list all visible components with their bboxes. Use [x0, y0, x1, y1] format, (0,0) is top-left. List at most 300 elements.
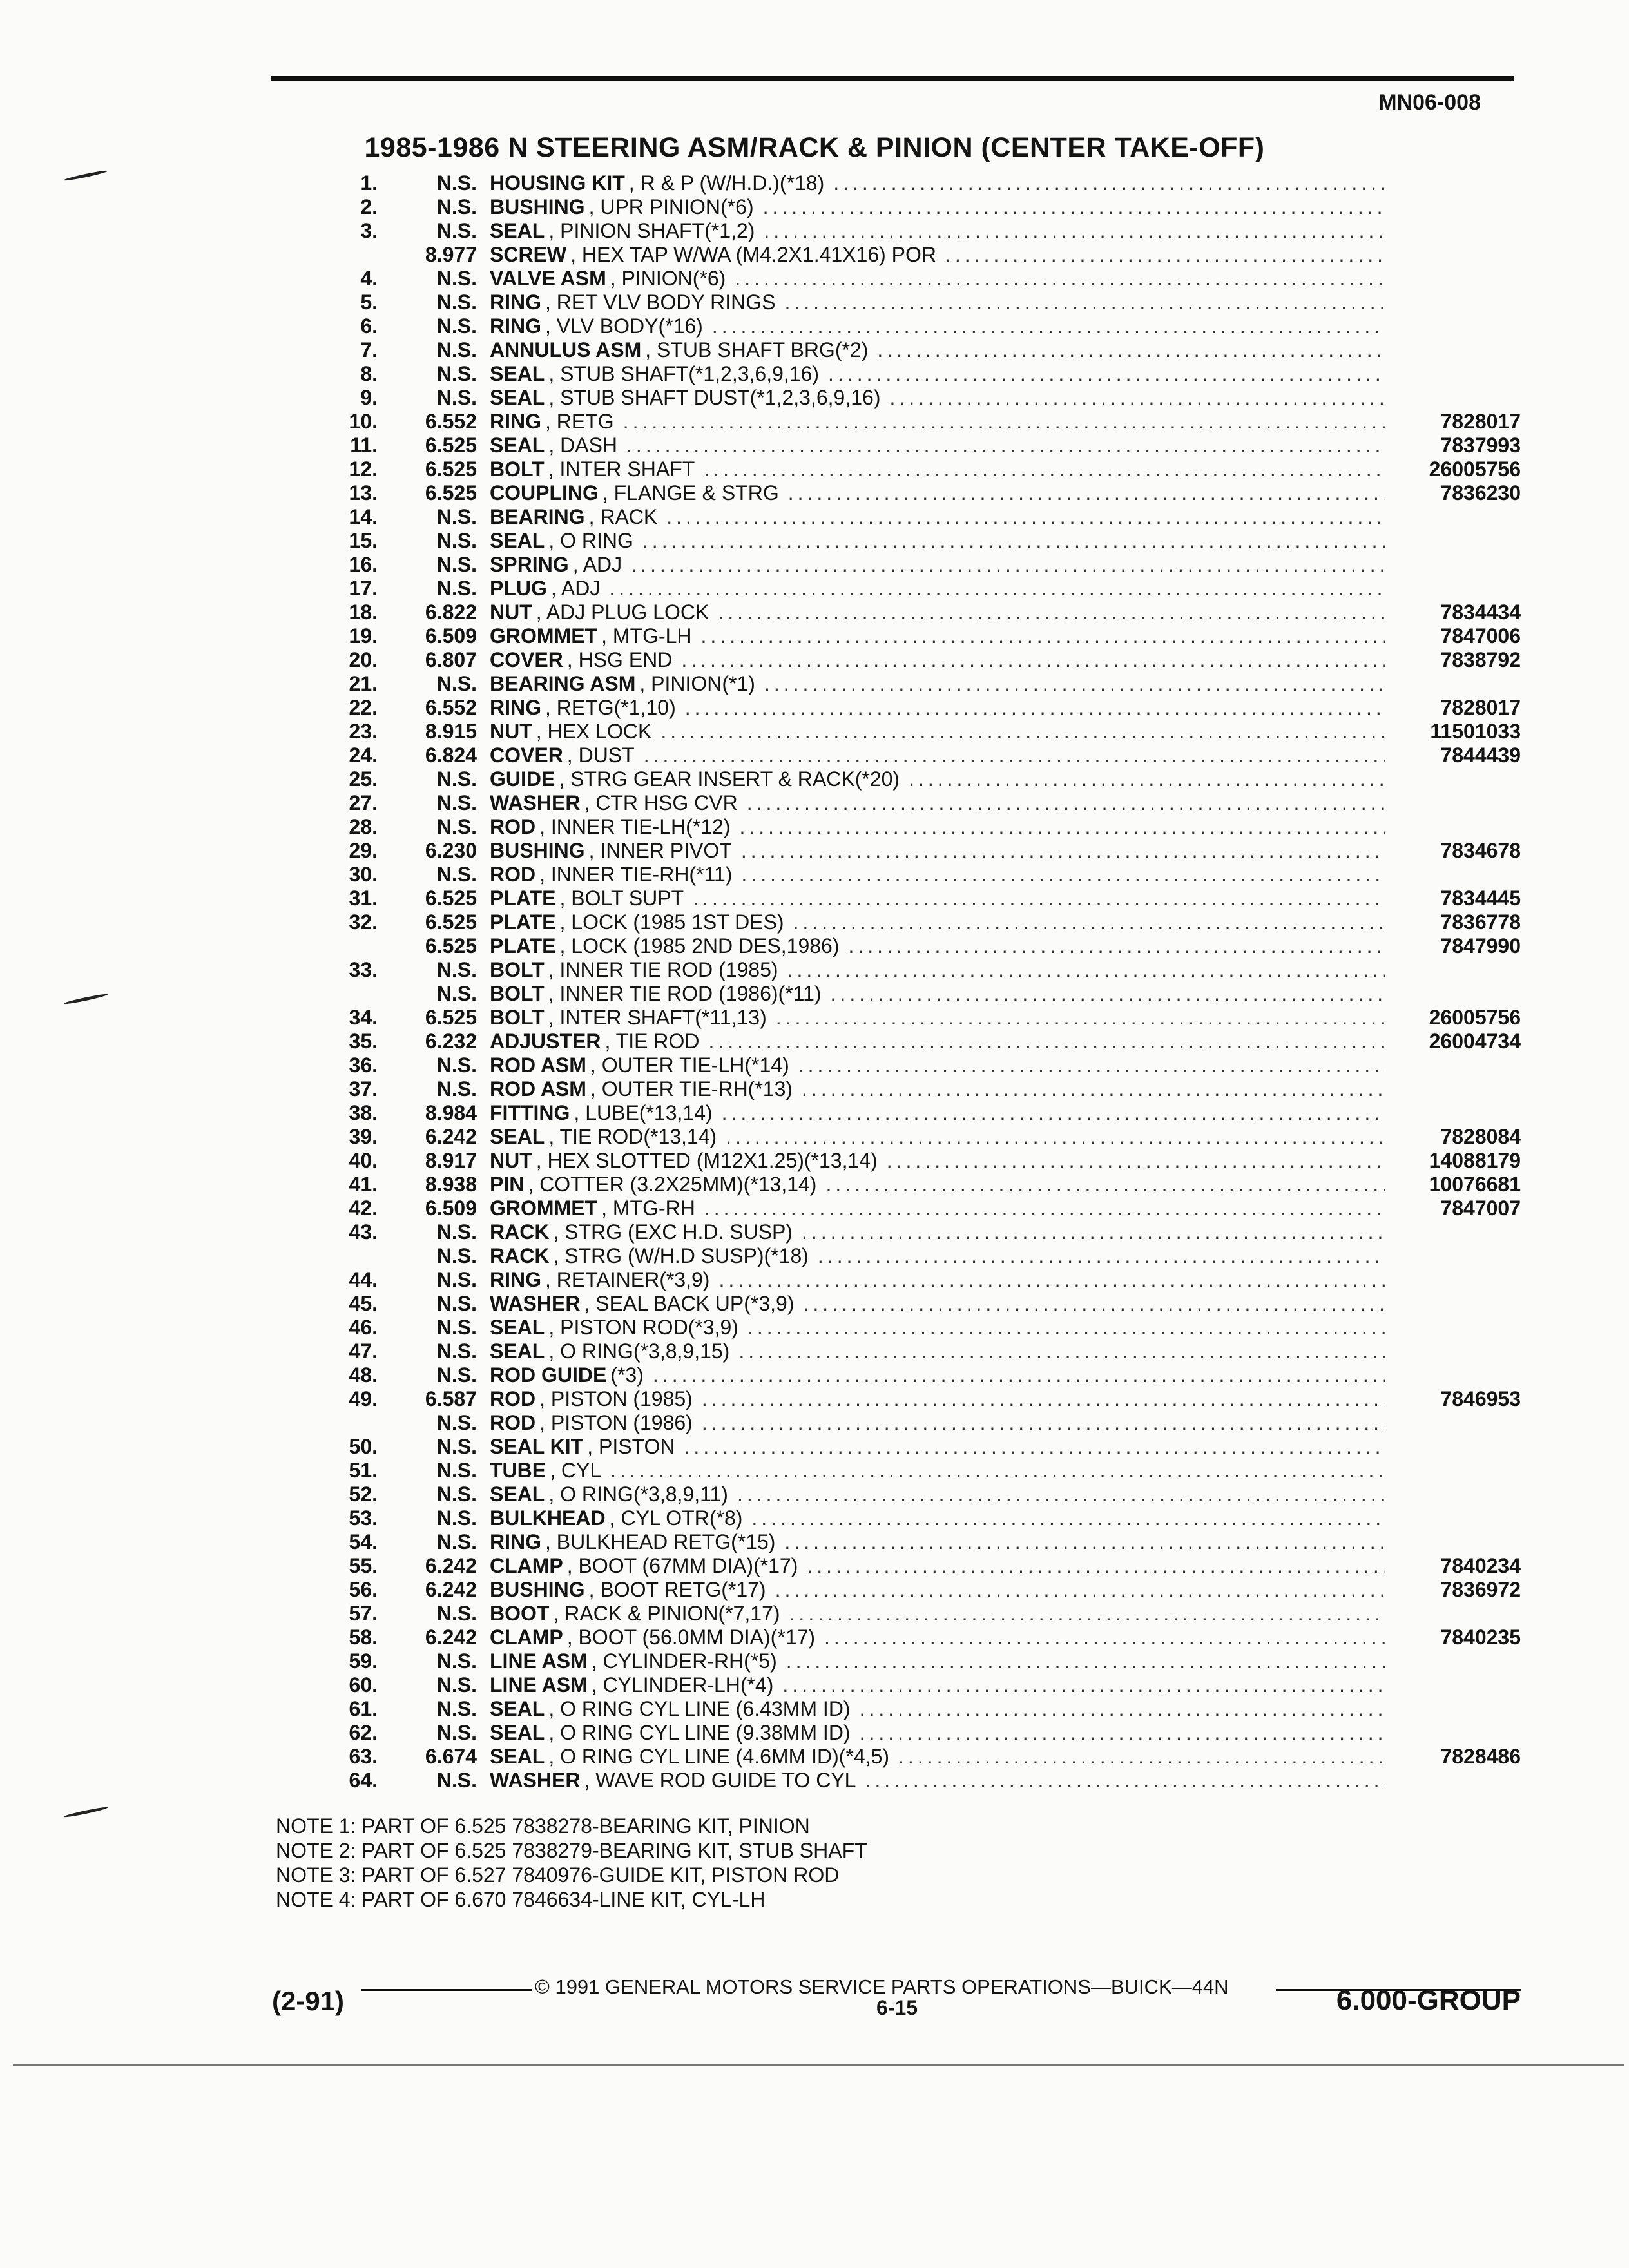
part-name: SCREW [490, 243, 567, 266]
part-detail: , LOCK (1985 2ND DES,1986) [559, 934, 840, 957]
part-name: GROMMET [490, 624, 598, 648]
part-number: 7834678 [1440, 839, 1521, 862]
leader-dots [610, 1459, 1385, 1483]
part-name: SEAL [490, 434, 545, 457]
group-number: 6.242 [425, 1626, 477, 1649]
group-number: N.S. [436, 291, 477, 314]
leader-dots [784, 1530, 1385, 1554]
parts-list [0, 171, 1629, 1792]
part-description [490, 1244, 1385, 1268]
part-name: SEAL [490, 529, 545, 552]
part-description [490, 410, 1385, 434]
group-number: N.S. [436, 1292, 477, 1315]
item-number: 5. [360, 291, 378, 314]
part-row [0, 982, 1629, 1006]
group-number: 6.230 [425, 839, 477, 862]
part-name: SEAL [490, 1125, 545, 1148]
part-detail: , PINION SHAFT(*1,2) [548, 219, 755, 242]
group-number: 8.915 [425, 720, 477, 743]
part-row [0, 1196, 1629, 1220]
group-number: N.S. [436, 195, 477, 218]
part-detail: , WAVE ROD GUIDE TO CYL [584, 1769, 856, 1792]
part-row [0, 1292, 1629, 1316]
part-description [490, 1292, 1385, 1316]
part-row [0, 1602, 1629, 1626]
group-number: N.S. [436, 791, 477, 814]
leader-dots [644, 744, 1385, 767]
part-detail: , STUB SHAFT(*1,2,3,6,9,16) [548, 362, 820, 385]
part-detail: , ADJ [550, 577, 601, 600]
part-number: 7846953 [1440, 1387, 1521, 1410]
part-detail: , TIE ROD(*13,14) [548, 1125, 717, 1148]
part-detail: , INTER SHAFT [548, 457, 695, 481]
part-description [490, 434, 1385, 457]
group-number: N.S. [436, 1268, 477, 1291]
part-name: BOLT [490, 1006, 545, 1029]
part-description [490, 958, 1385, 982]
part-detail: , INNER TIE ROD (1985) [548, 958, 778, 981]
part-description [490, 982, 1385, 1006]
leader-dots [681, 648, 1385, 672]
leader-dots [726, 1125, 1385, 1149]
item-number: 17. [349, 577, 378, 600]
leader-dots [741, 863, 1385, 887]
item-number: 47. [349, 1340, 378, 1363]
part-description [490, 1673, 1385, 1697]
part-description [490, 219, 1385, 243]
leader-dots [685, 696, 1385, 720]
footer-rule-left [361, 1989, 532, 1991]
leader-dots [741, 839, 1385, 863]
part-row [0, 1745, 1629, 1769]
leader-dots [660, 720, 1385, 744]
part-description [490, 1030, 1385, 1053]
part-name: VALVE ASM [490, 267, 606, 290]
group-number: N.S. [436, 577, 477, 600]
group-number: N.S. [436, 314, 477, 338]
part-name: COUPLING [490, 481, 599, 505]
part-description [490, 386, 1385, 410]
part-description [490, 720, 1385, 744]
part-name: RING [490, 696, 541, 719]
part-row [0, 195, 1629, 219]
group-number: N.S. [436, 529, 477, 552]
group-number: N.S. [436, 1244, 477, 1267]
item-number: 25. [349, 767, 378, 791]
part-detail: , O RING CYL LINE (6.43MM ID) [548, 1697, 851, 1720]
part-detail: , HEX TAP W/WA (M4.2X1.41X16) POR [570, 243, 936, 266]
part-number: 14088179 [1429, 1149, 1521, 1172]
group-number: N.S. [436, 553, 477, 576]
part-name: RACK [490, 1244, 550, 1267]
part-row [0, 553, 1629, 577]
part-description [490, 1149, 1385, 1173]
note-line: NOTE 4: PART OF 6.670 7846634-LINE KIT, CYL-LH [276, 1888, 766, 1911]
part-description [490, 863, 1385, 887]
part-name: NUT [490, 1149, 532, 1172]
part-detail: , LOCK (1985 1ST DES) [559, 910, 784, 934]
leader-dots [704, 457, 1385, 481]
item-number: 44. [349, 1268, 378, 1291]
group-number: 8.977 [425, 243, 477, 266]
part-row [0, 1411, 1629, 1435]
part-detail: , PISTON [587, 1435, 675, 1458]
part-row [0, 434, 1629, 457]
item-number: 3. [360, 219, 378, 242]
part-detail: , OUTER TIE-LH(*14) [590, 1053, 789, 1077]
leader-dots [782, 1673, 1385, 1697]
item-number: 54. [349, 1530, 378, 1553]
part-name: CLAMP [490, 1554, 563, 1577]
part-row [0, 314, 1629, 338]
part-detail: , STRG GEAR INSERT & RACK(*20) [559, 767, 900, 791]
part-number: 11501033 [1430, 720, 1521, 743]
leader-dots [807, 1554, 1385, 1578]
leader-dots [804, 1292, 1386, 1316]
part-detail: , RET VLV BODY RINGS [545, 291, 776, 314]
leader-dots [802, 1220, 1385, 1244]
part-name: BOOT [490, 1602, 550, 1625]
group-number: N.S. [436, 1649, 477, 1673]
leader-dots [788, 481, 1385, 505]
document-code: MN06-008 [1378, 90, 1481, 115]
part-detail: , O RING [548, 529, 633, 552]
group-number: N.S. [436, 1077, 477, 1100]
group-number: 6.525 [425, 481, 477, 505]
leader-dots [704, 1196, 1385, 1220]
part-description [490, 1745, 1385, 1769]
part-name: SEAL [490, 1721, 545, 1744]
group-number: 6.587 [425, 1387, 477, 1410]
part-detail: , STRG (W/H.D SUSP)(*18) [553, 1244, 809, 1267]
part-row [0, 1363, 1629, 1387]
part-name: BUSHING [490, 195, 585, 218]
part-number: 26005756 [1429, 1006, 1521, 1029]
item-number: 51. [349, 1459, 378, 1482]
item-number: 22. [349, 696, 378, 719]
part-row [0, 1649, 1629, 1673]
part-row [0, 291, 1629, 314]
item-number: 18. [349, 601, 378, 624]
part-detail: , BOOT RETG(*17) [588, 1578, 766, 1601]
leader-dots [718, 601, 1385, 624]
part-name: SEAL [490, 1483, 545, 1506]
item-number: 49. [349, 1387, 378, 1410]
leader-dots [631, 553, 1385, 577]
part-detail: , ADJ [572, 553, 622, 576]
part-description [490, 934, 1385, 958]
part-row [0, 410, 1629, 434]
part-description [490, 1101, 1385, 1125]
part-row [0, 791, 1629, 815]
part-name: ROD ASM [490, 1077, 586, 1100]
part-name: SEAL [490, 219, 545, 242]
part-description [490, 1173, 1385, 1196]
leader-dots [865, 1769, 1385, 1792]
leader-dots [653, 1363, 1385, 1387]
part-name: WASHER [490, 1292, 581, 1315]
item-number: 60. [349, 1673, 378, 1696]
item-number: 7. [360, 338, 378, 361]
part-name: BEARING [490, 505, 585, 528]
part-detail: , HEX SLOTTED (M12X1.25)(*13,14) [535, 1149, 878, 1172]
leader-dots [738, 1340, 1385, 1363]
leader-dots [828, 362, 1385, 386]
group-number: N.S. [436, 1411, 477, 1434]
item-number: 32. [349, 910, 378, 934]
part-name: RACK [490, 1220, 550, 1244]
item-number: 9. [360, 386, 378, 409]
group-number: 6.824 [425, 744, 477, 767]
part-detail: , CYLINDER-RH(*5) [591, 1649, 777, 1673]
leader-dots [737, 1483, 1385, 1506]
part-number: 7836972 [1440, 1578, 1521, 1601]
part-description [490, 1530, 1385, 1554]
group-number: N.S. [436, 1459, 477, 1482]
item-number: 20. [349, 648, 378, 671]
group-number: N.S. [436, 958, 477, 981]
part-name: ROD ASM [490, 1053, 586, 1077]
part-number: 7834434 [1440, 601, 1521, 624]
part-name: NUT [490, 601, 532, 624]
part-name: PLATE [490, 934, 556, 957]
item-number: 29. [349, 839, 378, 862]
item-number: 31. [349, 887, 378, 910]
group-number: 6.525 [425, 434, 477, 457]
part-row [0, 1268, 1629, 1292]
part-name: TUBE [490, 1459, 546, 1482]
part-description [490, 1626, 1385, 1649]
part-detail: , TIE ROD [604, 1030, 700, 1053]
part-row [0, 1030, 1629, 1053]
part-description [490, 601, 1385, 624]
leader-dots [860, 1721, 1385, 1745]
part-row [0, 1244, 1629, 1268]
part-detail: , DUST [566, 744, 635, 767]
group-number: 6.242 [425, 1125, 477, 1148]
leader-dots [860, 1697, 1385, 1721]
item-number: 1. [360, 171, 378, 195]
leader-dots [702, 1387, 1385, 1411]
group-number: 8.938 [425, 1173, 477, 1196]
part-description [490, 553, 1385, 577]
item-number: 15. [349, 529, 378, 552]
item-number: 58. [349, 1626, 378, 1649]
item-number: 10. [349, 410, 378, 433]
item-number: 24. [349, 744, 378, 767]
part-detail: , MTG-LH [601, 624, 692, 648]
note-line: NOTE 1: PART OF 6.525 7838278-BEARING KIT, PINION [276, 1814, 810, 1838]
group-number: 6.822 [425, 601, 477, 624]
part-detail: , HSG END [566, 648, 673, 671]
item-number: 39. [349, 1125, 378, 1148]
leader-dots [898, 1745, 1385, 1769]
part-description [490, 1363, 1385, 1387]
part-row [0, 267, 1629, 291]
group-number: 6.232 [425, 1030, 477, 1053]
item-number: 13. [349, 481, 378, 505]
part-name: SEAL [490, 386, 545, 409]
group-number: 6.674 [425, 1745, 477, 1768]
part-detail: , BOOT (67MM DIA)(*17) [566, 1554, 798, 1577]
item-number: 33. [349, 958, 378, 981]
page-title: 1985-1986 N STEERING ASM/RACK & PINION (CENTER TAKE-OFF) [364, 132, 1265, 163]
group-number: N.S. [436, 386, 477, 409]
part-row [0, 1077, 1629, 1101]
part-description [490, 1578, 1385, 1602]
group-number: N.S. [436, 267, 477, 290]
leader-dots [945, 243, 1385, 267]
part-description [490, 457, 1385, 481]
part-name: RING [490, 314, 541, 338]
part-description [490, 1220, 1385, 1244]
part-row [0, 1697, 1629, 1721]
group-number: N.S. [436, 672, 477, 695]
part-detail: , RETG [545, 410, 614, 433]
leader-dots [764, 672, 1385, 696]
part-name: RING [490, 1530, 541, 1553]
item-number: 16. [349, 553, 378, 576]
part-name: WASHER [490, 791, 581, 814]
item-number: 21. [349, 672, 378, 695]
part-description [490, 910, 1385, 934]
leader-dots [784, 291, 1385, 314]
part-detail: , PINION(*6) [610, 267, 726, 290]
item-number: 36. [349, 1053, 378, 1077]
bottom-rule [13, 2064, 1624, 2066]
part-description [490, 1268, 1385, 1292]
part-row [0, 529, 1629, 553]
group-number: N.S. [436, 338, 477, 361]
part-row [0, 243, 1629, 267]
leader-dots [789, 1602, 1385, 1626]
group-number: N.S. [436, 1220, 477, 1244]
part-name: PLATE [490, 887, 556, 910]
item-number: 23. [349, 720, 378, 743]
group-number: 6.807 [425, 648, 477, 671]
leader-dots [684, 1435, 1385, 1459]
item-number: 35. [349, 1030, 378, 1053]
item-number: 19. [349, 624, 378, 648]
leader-dots [909, 767, 1385, 791]
part-detail: , LUBE(*13,14) [574, 1101, 713, 1124]
part-number: 10076681 [1429, 1173, 1521, 1196]
item-number: 27. [349, 791, 378, 814]
footer-group: 6.000-GROUP [1336, 1984, 1521, 2016]
part-detail: , RETAINER(*3,9) [545, 1268, 710, 1291]
part-description [490, 1411, 1385, 1435]
part-row [0, 505, 1629, 529]
part-description [490, 887, 1385, 910]
part-name: LINE ASM [490, 1649, 588, 1673]
part-detail: , O RING CYL LINE (9.38MM ID) [548, 1721, 851, 1744]
leader-dots [712, 314, 1385, 338]
part-row [0, 1220, 1629, 1244]
item-number: 50. [349, 1435, 378, 1458]
part-row [0, 1125, 1629, 1149]
part-name: HOUSING KIT [490, 171, 625, 195]
part-detail: , BULKHEAD RETG(*15) [545, 1530, 776, 1553]
leader-dots [877, 338, 1385, 362]
part-detail: , MTG-RH [601, 1196, 695, 1220]
leader-dots [764, 219, 1385, 243]
item-number: 62. [349, 1721, 378, 1744]
item-number: 45. [349, 1292, 378, 1315]
item-number: 63. [349, 1745, 378, 1768]
group-number: N.S. [436, 1483, 477, 1506]
item-number: 53. [349, 1506, 378, 1530]
group-number: N.S. [436, 1435, 477, 1458]
item-number: 57. [349, 1602, 378, 1625]
part-description [490, 767, 1385, 791]
part-number: 26004734 [1429, 1030, 1521, 1053]
part-description [490, 672, 1385, 696]
footer-date: (2-91) [272, 1986, 345, 2016]
part-row [0, 1554, 1629, 1578]
part-row [0, 1530, 1629, 1554]
leader-dots [786, 1649, 1385, 1673]
part-name: SEAL [490, 362, 545, 385]
part-description [490, 648, 1385, 672]
part-description [490, 338, 1385, 362]
part-name: GROMMET [490, 1196, 598, 1220]
part-description [490, 195, 1385, 219]
part-description [490, 1459, 1385, 1483]
part-description [490, 1721, 1385, 1745]
item-number: 12. [349, 457, 378, 481]
group-number: N.S. [436, 863, 477, 886]
leader-dots [701, 624, 1385, 648]
part-row [0, 887, 1629, 910]
group-number: 6.242 [425, 1554, 477, 1577]
part-name: COVER [490, 744, 563, 767]
leader-dots [722, 1101, 1385, 1125]
part-description [490, 267, 1385, 291]
part-detail: , STUB SHAFT DUST(*1,2,3,6,9,16) [548, 386, 881, 409]
leader-dots [818, 1244, 1385, 1268]
part-number: 7828017 [1440, 410, 1521, 433]
part-description [490, 505, 1385, 529]
part-number: 7847007 [1440, 1196, 1521, 1220]
part-number: 7828084 [1440, 1125, 1521, 1148]
part-detail: , PINION(*1) [639, 672, 755, 695]
part-row [0, 601, 1629, 624]
leader-dots [747, 1316, 1385, 1340]
part-detail: , COTTER (3.2X25MM)(*13,14) [528, 1173, 817, 1196]
leader-dots [802, 1077, 1385, 1101]
part-detail: , RETG(*1,10) [545, 696, 676, 719]
part-detail: , INTER SHAFT(*11,13) [548, 1006, 767, 1029]
item-number: 41. [349, 1173, 378, 1196]
leader-dots [626, 434, 1385, 457]
part-detail: , STRG (EXC H.D. SUSP) [553, 1220, 793, 1244]
part-description [490, 481, 1385, 505]
part-number: 7828017 [1440, 696, 1521, 719]
part-description [490, 1006, 1385, 1030]
leader-dots [623, 410, 1385, 434]
group-number: N.S. [436, 1602, 477, 1625]
part-description [490, 1649, 1385, 1673]
part-name: CLAMP [490, 1626, 563, 1649]
part-name: SEAL [490, 1340, 545, 1363]
part-name: FITTING [490, 1101, 570, 1124]
part-name: BOLT [490, 457, 545, 481]
part-name: BUSHING [490, 839, 585, 862]
part-row [0, 1340, 1629, 1363]
leader-dots [775, 1578, 1385, 1602]
group-number: N.S. [436, 982, 477, 1005]
item-number: 14. [349, 505, 378, 528]
